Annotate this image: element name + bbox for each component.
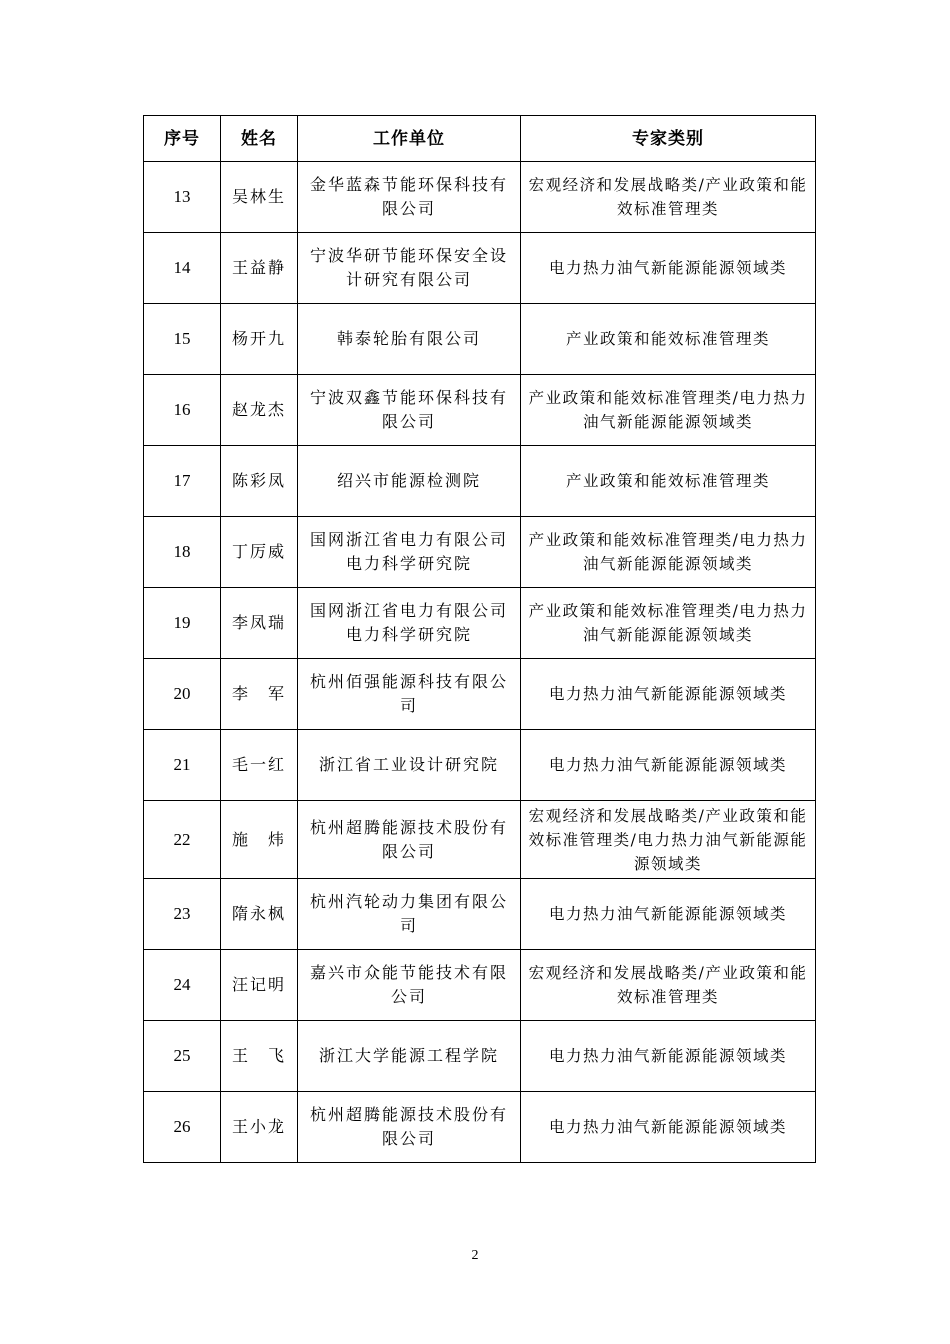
header-category: 专家类别	[521, 116, 816, 162]
cell-category: 产业政策和能效标准管理类	[521, 446, 816, 517]
table-row	[144, 588, 816, 659]
cell-seq: 24	[144, 950, 221, 1021]
cell-name: 杨开九	[221, 304, 298, 375]
cell-name: 李凤瑞	[221, 588, 298, 659]
table-row	[144, 162, 816, 233]
cell-category: 宏观经济和发展战略类/产业政策和能效标准管理类	[521, 950, 816, 1021]
cell-name: 隋永枫	[221, 879, 298, 950]
experts-table	[143, 115, 816, 1163]
cell-seq: 18	[144, 517, 221, 588]
cell-category: 电力热力油气新能源能源领域类	[521, 730, 816, 801]
cell-seq: 22	[144, 801, 221, 879]
cell-org: 浙江省工业设计研究院	[298, 730, 521, 801]
cell-name: 王 飞	[221, 1021, 298, 1092]
cell-seq: 21	[144, 730, 221, 801]
cell-seq: 20	[144, 659, 221, 730]
cell-category: 电力热力油气新能源能源领域类	[521, 233, 816, 304]
cell-category: 电力热力油气新能源能源领域类	[521, 1092, 816, 1163]
cell-seq: 15	[144, 304, 221, 375]
cell-name: 王小龙	[221, 1092, 298, 1163]
cell-seq: 26	[144, 1092, 221, 1163]
table-row	[144, 879, 816, 950]
table-row	[144, 233, 816, 304]
cell-seq: 13	[144, 162, 221, 233]
table-row	[144, 950, 816, 1021]
header-seq: 序号	[144, 116, 221, 162]
cell-org: 国网浙江省电力有限公司电力科学研究院	[298, 517, 521, 588]
cell-org: 嘉兴市众能节能技术有限公司	[298, 950, 521, 1021]
cell-seq: 16	[144, 375, 221, 446]
cell-seq: 17	[144, 446, 221, 517]
table-row	[144, 517, 816, 588]
cell-org: 绍兴市能源检测院	[298, 446, 521, 517]
cell-category: 电力热力油气新能源能源领域类	[521, 1021, 816, 1092]
cell-org: 国网浙江省电力有限公司电力科学研究院	[298, 588, 521, 659]
table-row	[144, 446, 816, 517]
cell-org: 金华蓝森节能环保科技有限公司	[298, 162, 521, 233]
cell-category: 宏观经济和发展战略类/产业政策和能效标准管理类	[521, 162, 816, 233]
page-number: 2	[471, 1248, 479, 1263]
cell-name: 陈彩凤	[221, 446, 298, 517]
header-row	[144, 116, 816, 162]
cell-name: 李 军	[221, 659, 298, 730]
table-row	[144, 1092, 816, 1163]
cell-seq: 14	[144, 233, 221, 304]
cell-name: 施 炜	[221, 801, 298, 879]
cell-org: 宁波华研节能环保安全设计研究有限公司	[298, 233, 521, 304]
table-row	[144, 730, 816, 801]
cell-name: 丁厉威	[221, 517, 298, 588]
header-org: 工作单位	[298, 116, 521, 162]
header-name: 姓名	[221, 116, 298, 162]
table-row	[144, 375, 816, 446]
cell-category: 电力热力油气新能源能源领域类	[521, 879, 816, 950]
cell-category: 产业政策和能效标准管理类/电力热力油气新能源能源领域类	[521, 588, 816, 659]
cell-name: 吴林生	[221, 162, 298, 233]
cell-name: 汪记明	[221, 950, 298, 1021]
cell-category: 产业政策和能效标准管理类/电力热力油气新能源能源领域类	[521, 517, 816, 588]
cell-org: 杭州汽轮动力集团有限公司	[298, 879, 521, 950]
cell-category: 宏观经济和发展战略类/产业政策和能效标准管理类/电力热力油气新能源能源领域类	[521, 801, 816, 879]
cell-seq: 23	[144, 879, 221, 950]
table-row	[144, 659, 816, 730]
cell-org: 杭州超腾能源技术股份有限公司	[298, 1092, 521, 1163]
cell-category: 电力热力油气新能源能源领域类	[521, 659, 816, 730]
cell-category: 产业政策和能效标准管理类	[521, 304, 816, 375]
table-row	[144, 304, 816, 375]
cell-org: 杭州超腾能源技术股份有限公司	[298, 801, 521, 879]
cell-org: 韩泰轮胎有限公司	[298, 304, 521, 375]
table-row	[144, 1021, 816, 1092]
table-row	[144, 801, 816, 879]
cell-seq: 25	[144, 1021, 221, 1092]
cell-org: 浙江大学能源工程学院	[298, 1021, 521, 1092]
cell-name: 赵龙杰	[221, 375, 298, 446]
cell-category: 产业政策和能效标准管理类/电力热力油气新能源能源领域类	[521, 375, 816, 446]
cell-name: 毛一红	[221, 730, 298, 801]
cell-org: 宁波双鑫节能环保科技有限公司	[298, 375, 521, 446]
cell-seq: 19	[144, 588, 221, 659]
cell-org: 杭州佰强能源科技有限公司	[298, 659, 521, 730]
cell-name: 王益静	[221, 233, 298, 304]
